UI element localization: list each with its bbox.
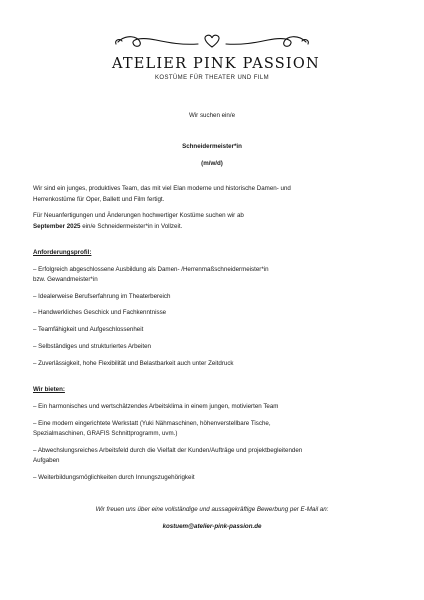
offer-item: – Eine modern eingerichtete Werkstatt (Yuki Nähmaschinen, höhenverstellbare Tische, <box>33 420 271 427</box>
intro-line: Wir suchen ein/e <box>188 112 236 119</box>
requirements-heading: Anforderungsprofil: <box>33 249 92 256</box>
offer-item: – Ein harmonisches und wertschätzendes Arbeitsklima in einem jungen, motivierten Team <box>33 403 279 410</box>
brand-tagline: KOSTÜME FÜR THEATER UND FILM <box>155 75 269 81</box>
brand-name: ATELIER PINK PASSION <box>112 56 320 72</box>
gender-note: (m/w/d) <box>201 160 223 167</box>
requirement-item: – Selbständiges und strukturiertes Arbeiten <box>33 343 151 350</box>
requirement-item: bzw. Gewandmeister*in <box>33 276 98 283</box>
description-line: Für Neuanfertigungen und Änderungen hochwertiger Kostüme suchen wir ab <box>33 212 244 219</box>
offer-item: Aufgaben <box>33 457 60 464</box>
requirement-item: – Handwerkliches Geschick und Fachkenntnisse <box>33 309 167 316</box>
atelier-logo <box>112 26 320 88</box>
contact-email[interactable]: kostuem@atelier-pink-passion.de <box>162 523 262 530</box>
closing-text: Wir freuen uns über eine vollständige und aussagekräftige Bewerbung per E-Mail an: <box>95 506 329 513</box>
ornament-icon <box>112 26 312 56</box>
offer-item: – Abwechslungsreiches Arbeitsfeld durch die Vielfalt der Kunden/Aufträge und projektbegleitenden <box>33 447 303 454</box>
requirement-item: – Idealerweise Berufserfahrung im Theaterbereich <box>33 293 171 300</box>
requirement-item: – Erfolgreich abgeschlossene Ausbildung als Damen- /Herrenmaßschneidermeister*in <box>33 266 269 273</box>
requirement-item: – Zuverlässigkeit, hohe Flexibilität und Belastbarkeit auch unter Zeitdruck <box>33 360 234 367</box>
requirement-item: – Teamfähigkeit und Aufgeschlossenheit <box>33 326 144 333</box>
description-line: Wir sind ein junges, produktives Team, das mit viel Elan moderne und historische Damen- und <box>33 185 291 192</box>
offers-heading: Wir bieten: <box>33 386 65 393</box>
description-text: ein/e Schneidermeister*in in Vollzeit. <box>80 223 183 230</box>
start-date: September 2025 <box>33 223 81 230</box>
position-title: Schneidermeister*in <box>182 143 242 150</box>
offer-item: Spezialmaschinen, GRAFIS Schnittprogramm, uvm.) <box>33 430 178 437</box>
description-line <box>33 222 182 231</box>
description-line: Herrenkostüme für Oper, Ballett und Film fertigt. <box>33 196 165 203</box>
offer-item: – Weiterbildungsmöglichkeiten durch Innungszugehörigkeit <box>33 474 195 481</box>
